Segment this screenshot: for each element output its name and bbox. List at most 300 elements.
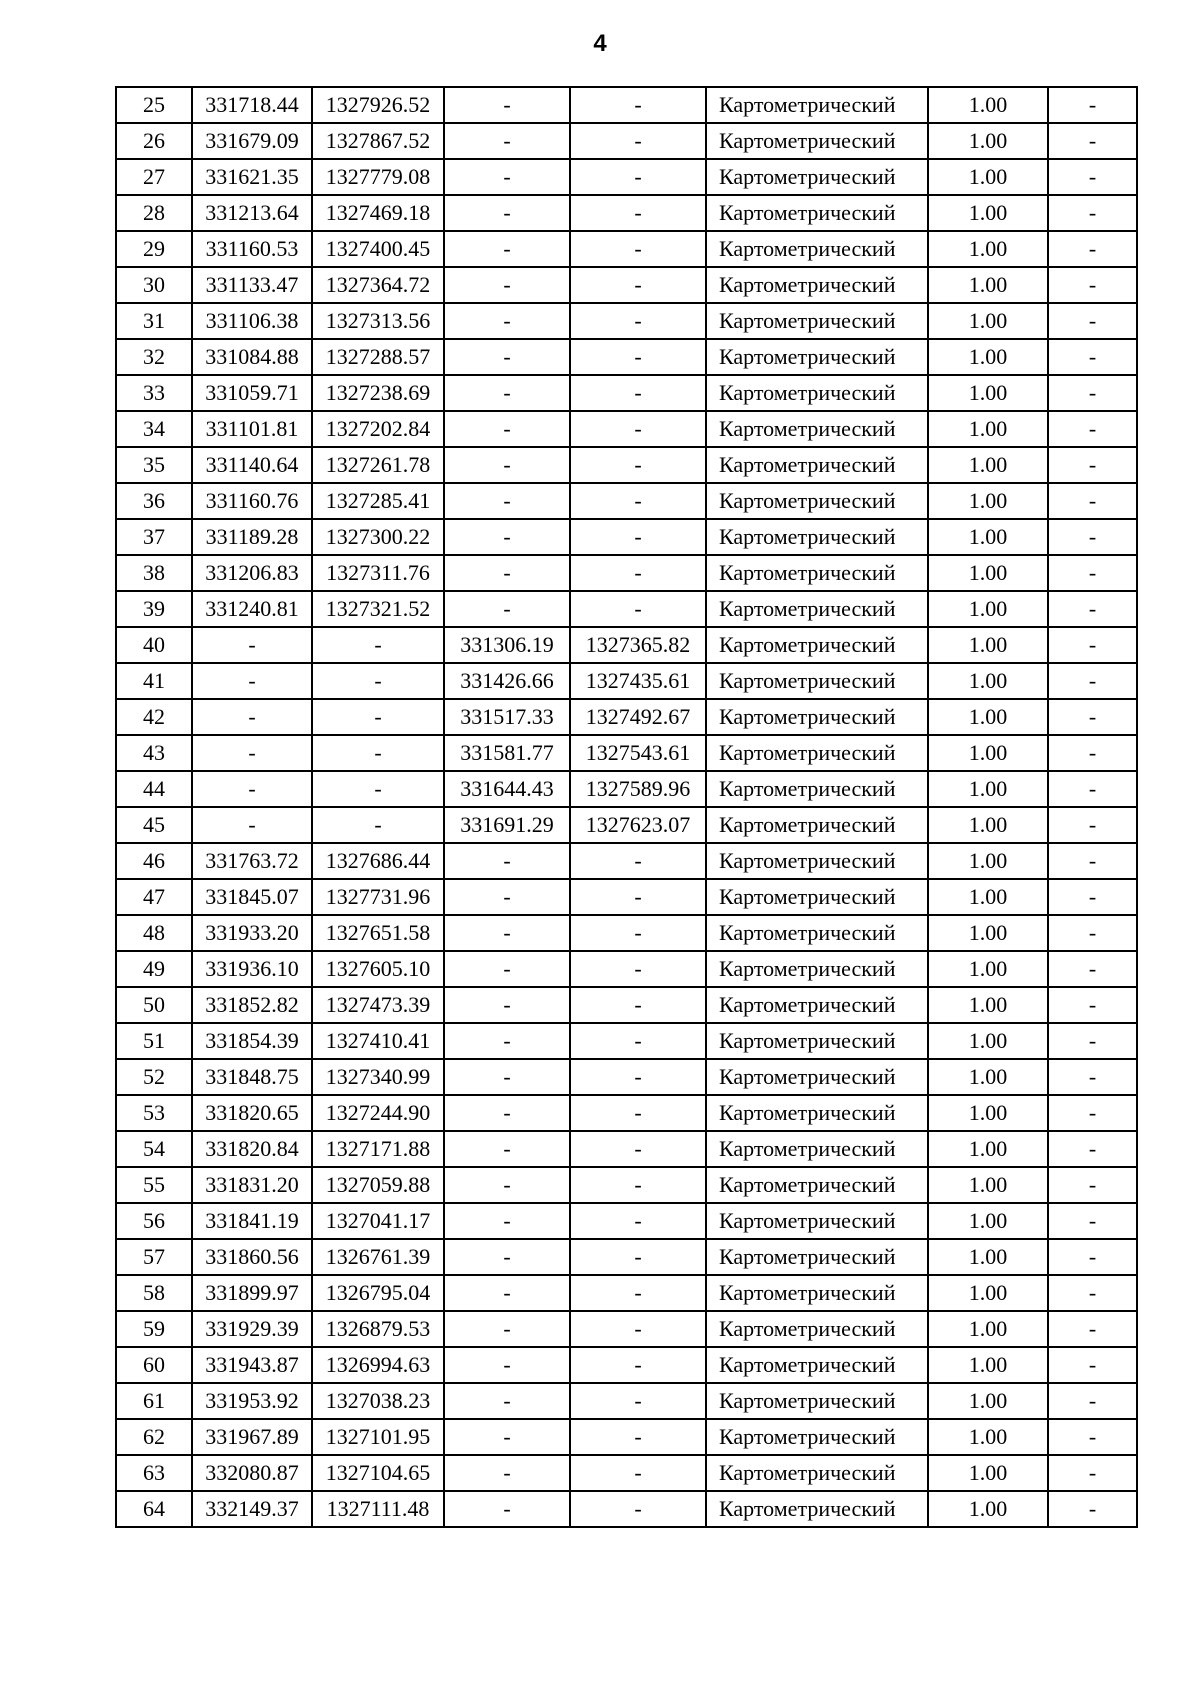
- method-cell: Картометрический: [706, 735, 928, 771]
- new-y-cell: -: [570, 1419, 706, 1455]
- existing-x-cell: 331936.10: [192, 951, 312, 987]
- existing-x-cell: 331763.72: [192, 843, 312, 879]
- point-number-cell: 47: [116, 879, 192, 915]
- table-row: [116, 915, 1137, 951]
- table-row: [116, 807, 1137, 843]
- new-x-cell: -: [444, 951, 570, 987]
- method-cell: Картометрический: [706, 1275, 928, 1311]
- new-x-cell: -: [444, 879, 570, 915]
- existing-x-cell: -: [192, 807, 312, 843]
- point-number-cell: 54: [116, 1131, 192, 1167]
- accuracy-cell: 1.00: [928, 303, 1048, 339]
- new-x-cell: -: [444, 555, 570, 591]
- description-cell: -: [1048, 1311, 1137, 1347]
- description-cell: -: [1048, 699, 1137, 735]
- new-x-cell: -: [444, 1311, 570, 1347]
- description-cell: -: [1048, 1419, 1137, 1455]
- existing-x-cell: 332149.37: [192, 1491, 312, 1527]
- accuracy-cell: 1.00: [928, 771, 1048, 807]
- table-row: [116, 1167, 1137, 1203]
- method-cell: Картометрический: [706, 1023, 928, 1059]
- accuracy-cell: 1.00: [928, 699, 1048, 735]
- description-cell: -: [1048, 807, 1137, 843]
- existing-y-cell: -: [312, 771, 444, 807]
- accuracy-cell: 1.00: [928, 1275, 1048, 1311]
- point-number-cell: 52: [116, 1059, 192, 1095]
- new-x-cell: -: [444, 1491, 570, 1527]
- accuracy-cell: 1.00: [928, 1419, 1048, 1455]
- existing-x-cell: 331213.64: [192, 195, 312, 231]
- table-row: [116, 843, 1137, 879]
- method-cell: Картометрический: [706, 267, 928, 303]
- existing-y-cell: 1327926.52: [312, 87, 444, 123]
- existing-y-cell: -: [312, 627, 444, 663]
- table-row: [116, 303, 1137, 339]
- description-cell: -: [1048, 1203, 1137, 1239]
- new-x-cell: -: [444, 231, 570, 267]
- existing-x-cell: 331679.09: [192, 123, 312, 159]
- point-number-cell: 39: [116, 591, 192, 627]
- description-cell: -: [1048, 519, 1137, 555]
- existing-x-cell: 331059.71: [192, 375, 312, 411]
- existing-x-cell: 331101.81: [192, 411, 312, 447]
- new-y-cell: -: [570, 411, 706, 447]
- description-cell: -: [1048, 1131, 1137, 1167]
- description-cell: -: [1048, 1455, 1137, 1491]
- description-cell: -: [1048, 1275, 1137, 1311]
- point-number-cell: 49: [116, 951, 192, 987]
- new-x-cell: -: [444, 987, 570, 1023]
- existing-y-cell: 1327469.18: [312, 195, 444, 231]
- method-cell: Картометрический: [706, 375, 928, 411]
- table-row: [116, 1131, 1137, 1167]
- existing-y-cell: -: [312, 807, 444, 843]
- accuracy-cell: 1.00: [928, 267, 1048, 303]
- description-cell: -: [1048, 1383, 1137, 1419]
- accuracy-cell: 1.00: [928, 447, 1048, 483]
- existing-y-cell: 1327244.90: [312, 1095, 444, 1131]
- existing-x-cell: 331852.82: [192, 987, 312, 1023]
- existing-x-cell: -: [192, 699, 312, 735]
- description-cell: -: [1048, 843, 1137, 879]
- method-cell: Картометрический: [706, 1347, 928, 1383]
- table-row: [116, 267, 1137, 303]
- existing-y-cell: 1327300.22: [312, 519, 444, 555]
- point-number-cell: 61: [116, 1383, 192, 1419]
- existing-x-cell: 331854.39: [192, 1023, 312, 1059]
- accuracy-cell: 1.00: [928, 519, 1048, 555]
- point-number-cell: 36: [116, 483, 192, 519]
- point-number-cell: 64: [116, 1491, 192, 1527]
- new-x-cell: -: [444, 339, 570, 375]
- method-cell: Картометрический: [706, 951, 928, 987]
- accuracy-cell: 1.00: [928, 123, 1048, 159]
- description-cell: -: [1048, 951, 1137, 987]
- method-cell: Картометрический: [706, 519, 928, 555]
- existing-x-cell: 331621.35: [192, 159, 312, 195]
- accuracy-cell: 1.00: [928, 1131, 1048, 1167]
- existing-x-cell: 331967.89: [192, 1419, 312, 1455]
- point-number-cell: 25: [116, 87, 192, 123]
- accuracy-cell: 1.00: [928, 411, 1048, 447]
- new-y-cell: 1327435.61: [570, 663, 706, 699]
- new-x-cell: 331426.66: [444, 663, 570, 699]
- description-cell: -: [1048, 1167, 1137, 1203]
- new-y-cell: -: [570, 483, 706, 519]
- existing-y-cell: 1326994.63: [312, 1347, 444, 1383]
- accuracy-cell: 1.00: [928, 483, 1048, 519]
- existing-y-cell: 1327261.78: [312, 447, 444, 483]
- method-cell: Картометрический: [706, 483, 928, 519]
- new-x-cell: -: [444, 1023, 570, 1059]
- point-number-cell: 46: [116, 843, 192, 879]
- existing-y-cell: 1326795.04: [312, 1275, 444, 1311]
- point-number-cell: 42: [116, 699, 192, 735]
- description-cell: -: [1048, 303, 1137, 339]
- table-row: [116, 663, 1137, 699]
- point-number-cell: 51: [116, 1023, 192, 1059]
- existing-y-cell: 1327285.41: [312, 483, 444, 519]
- accuracy-cell: 1.00: [928, 1239, 1048, 1275]
- table-row: [116, 519, 1137, 555]
- point-number-cell: 58: [116, 1275, 192, 1311]
- existing-x-cell: 331206.83: [192, 555, 312, 591]
- new-y-cell: -: [570, 843, 706, 879]
- description-cell: -: [1048, 555, 1137, 591]
- method-cell: Картометрический: [706, 1059, 928, 1095]
- description-cell: -: [1048, 123, 1137, 159]
- table-row: [116, 591, 1137, 627]
- existing-y-cell: 1327313.56: [312, 303, 444, 339]
- new-x-cell: -: [444, 1059, 570, 1095]
- point-number-cell: 40: [116, 627, 192, 663]
- new-x-cell: -: [444, 159, 570, 195]
- point-number-cell: 48: [116, 915, 192, 951]
- new-y-cell: 1327365.82: [570, 627, 706, 663]
- existing-x-cell: 331953.92: [192, 1383, 312, 1419]
- existing-x-cell: -: [192, 627, 312, 663]
- new-x-cell: -: [444, 447, 570, 483]
- new-x-cell: 331691.29: [444, 807, 570, 843]
- method-cell: Картометрический: [706, 303, 928, 339]
- new-x-cell: -: [444, 1167, 570, 1203]
- new-y-cell: -: [570, 1275, 706, 1311]
- existing-x-cell: 331929.39: [192, 1311, 312, 1347]
- new-y-cell: -: [570, 1383, 706, 1419]
- method-cell: Картометрический: [706, 123, 928, 159]
- new-x-cell: -: [444, 1383, 570, 1419]
- existing-y-cell: 1327867.52: [312, 123, 444, 159]
- new-y-cell: -: [570, 1167, 706, 1203]
- existing-y-cell: 1327101.95: [312, 1419, 444, 1455]
- table-row: [116, 1311, 1137, 1347]
- table-row: [116, 1491, 1137, 1527]
- accuracy-cell: 1.00: [928, 375, 1048, 411]
- description-cell: -: [1048, 411, 1137, 447]
- new-y-cell: 1327543.61: [570, 735, 706, 771]
- point-number-cell: 55: [116, 1167, 192, 1203]
- table-row: [116, 735, 1137, 771]
- new-y-cell: -: [570, 195, 706, 231]
- new-x-cell: -: [444, 1239, 570, 1275]
- accuracy-cell: 1.00: [928, 591, 1048, 627]
- table-body: [116, 87, 1137, 1527]
- method-cell: Картометрический: [706, 1095, 928, 1131]
- table-row: [116, 339, 1137, 375]
- accuracy-cell: 1.00: [928, 735, 1048, 771]
- method-cell: Картометрический: [706, 771, 928, 807]
- new-y-cell: -: [570, 1491, 706, 1527]
- method-cell: Картометрический: [706, 1203, 928, 1239]
- accuracy-cell: 1.00: [928, 1203, 1048, 1239]
- accuracy-cell: 1.00: [928, 87, 1048, 123]
- new-y-cell: 1327492.67: [570, 699, 706, 735]
- point-number-cell: 32: [116, 339, 192, 375]
- new-x-cell: -: [444, 1455, 570, 1491]
- point-number-cell: 53: [116, 1095, 192, 1131]
- description-cell: -: [1048, 915, 1137, 951]
- new-x-cell: -: [444, 591, 570, 627]
- existing-y-cell: 1327779.08: [312, 159, 444, 195]
- description-cell: -: [1048, 1239, 1137, 1275]
- new-x-cell: -: [444, 1203, 570, 1239]
- method-cell: Картометрический: [706, 699, 928, 735]
- table-row: [116, 231, 1137, 267]
- description-cell: -: [1048, 1491, 1137, 1527]
- new-x-cell: -: [444, 843, 570, 879]
- existing-x-cell: 331160.53: [192, 231, 312, 267]
- new-y-cell: -: [570, 1095, 706, 1131]
- method-cell: Картометрический: [706, 843, 928, 879]
- new-y-cell: -: [570, 591, 706, 627]
- existing-x-cell: 331899.97: [192, 1275, 312, 1311]
- new-x-cell: -: [444, 123, 570, 159]
- new-x-cell: 331306.19: [444, 627, 570, 663]
- point-number-cell: 38: [116, 555, 192, 591]
- table-row: [116, 951, 1137, 987]
- method-cell: Картометрический: [706, 627, 928, 663]
- accuracy-cell: 1.00: [928, 627, 1048, 663]
- new-x-cell: 331644.43: [444, 771, 570, 807]
- table-row: [116, 1059, 1137, 1095]
- table-row: [116, 1023, 1137, 1059]
- point-number-cell: 33: [116, 375, 192, 411]
- existing-y-cell: 1326761.39: [312, 1239, 444, 1275]
- existing-x-cell: 331845.07: [192, 879, 312, 915]
- page-number: 4: [593, 30, 607, 57]
- description-cell: -: [1048, 195, 1137, 231]
- new-y-cell: -: [570, 1023, 706, 1059]
- new-y-cell: -: [570, 987, 706, 1023]
- new-y-cell: -: [570, 339, 706, 375]
- new-x-cell: -: [444, 411, 570, 447]
- method-cell: Картометрический: [706, 411, 928, 447]
- new-y-cell: -: [570, 1347, 706, 1383]
- description-cell: -: [1048, 1095, 1137, 1131]
- point-number-cell: 57: [116, 1239, 192, 1275]
- point-number-cell: 34: [116, 411, 192, 447]
- existing-y-cell: 1327321.52: [312, 591, 444, 627]
- description-cell: -: [1048, 591, 1137, 627]
- description-cell: -: [1048, 1023, 1137, 1059]
- accuracy-cell: 1.00: [928, 663, 1048, 699]
- table-row: [116, 87, 1137, 123]
- existing-x-cell: 331860.56: [192, 1239, 312, 1275]
- method-cell: Картометрический: [706, 663, 928, 699]
- table-row: [116, 879, 1137, 915]
- existing-y-cell: -: [312, 663, 444, 699]
- new-x-cell: -: [444, 195, 570, 231]
- new-y-cell: -: [570, 267, 706, 303]
- existing-x-cell: 331133.47: [192, 267, 312, 303]
- accuracy-cell: 1.00: [928, 843, 1048, 879]
- existing-y-cell: 1327731.96: [312, 879, 444, 915]
- point-number-cell: 45: [116, 807, 192, 843]
- existing-y-cell: 1327473.39: [312, 987, 444, 1023]
- description-cell: -: [1048, 483, 1137, 519]
- accuracy-cell: 1.00: [928, 915, 1048, 951]
- new-y-cell: -: [570, 159, 706, 195]
- point-number-cell: 26: [116, 123, 192, 159]
- description-cell: -: [1048, 735, 1137, 771]
- table-row: [116, 483, 1137, 519]
- method-cell: Картометрический: [706, 915, 928, 951]
- existing-y-cell: 1327311.76: [312, 555, 444, 591]
- new-y-cell: -: [570, 555, 706, 591]
- existing-x-cell: 331841.19: [192, 1203, 312, 1239]
- description-cell: -: [1048, 879, 1137, 915]
- method-cell: Картометрический: [706, 987, 928, 1023]
- table-row: [116, 555, 1137, 591]
- new-y-cell: -: [570, 519, 706, 555]
- existing-x-cell: 331820.65: [192, 1095, 312, 1131]
- method-cell: Картометрический: [706, 1167, 928, 1203]
- existing-y-cell: 1327202.84: [312, 411, 444, 447]
- point-number-cell: 28: [116, 195, 192, 231]
- description-cell: -: [1048, 1059, 1137, 1095]
- description-cell: -: [1048, 231, 1137, 267]
- method-cell: Картометрический: [706, 87, 928, 123]
- method-cell: Картометрический: [706, 1311, 928, 1347]
- existing-y-cell: 1327238.69: [312, 375, 444, 411]
- new-x-cell: -: [444, 375, 570, 411]
- method-cell: Картометрический: [706, 1455, 928, 1491]
- table-row: [116, 159, 1137, 195]
- existing-x-cell: 331240.81: [192, 591, 312, 627]
- new-y-cell: -: [570, 951, 706, 987]
- existing-y-cell: 1326879.53: [312, 1311, 444, 1347]
- accuracy-cell: 1.00: [928, 1059, 1048, 1095]
- point-number-cell: 63: [116, 1455, 192, 1491]
- accuracy-cell: 1.00: [928, 879, 1048, 915]
- point-number-cell: 41: [116, 663, 192, 699]
- point-number-cell: 27: [116, 159, 192, 195]
- description-cell: -: [1048, 375, 1137, 411]
- new-x-cell: -: [444, 1419, 570, 1455]
- existing-y-cell: 1327038.23: [312, 1383, 444, 1419]
- existing-y-cell: 1327111.48: [312, 1491, 444, 1527]
- new-y-cell: -: [570, 231, 706, 267]
- existing-x-cell: 331140.64: [192, 447, 312, 483]
- existing-y-cell: 1327104.65: [312, 1455, 444, 1491]
- accuracy-cell: 1.00: [928, 159, 1048, 195]
- description-cell: -: [1048, 339, 1137, 375]
- accuracy-cell: 1.00: [928, 231, 1048, 267]
- method-cell: Картометрический: [706, 879, 928, 915]
- accuracy-cell: 1.00: [928, 807, 1048, 843]
- method-cell: Картометрический: [706, 1419, 928, 1455]
- method-cell: Картометрический: [706, 159, 928, 195]
- description-cell: -: [1048, 267, 1137, 303]
- new-y-cell: -: [570, 915, 706, 951]
- existing-y-cell: 1327410.41: [312, 1023, 444, 1059]
- method-cell: Картометрический: [706, 1131, 928, 1167]
- method-cell: Картометрический: [706, 807, 928, 843]
- new-x-cell: -: [444, 267, 570, 303]
- existing-y-cell: 1327686.44: [312, 843, 444, 879]
- accuracy-cell: 1.00: [928, 1095, 1048, 1131]
- description-cell: -: [1048, 87, 1137, 123]
- existing-x-cell: 331106.38: [192, 303, 312, 339]
- point-number-cell: 59: [116, 1311, 192, 1347]
- existing-x-cell: 331848.75: [192, 1059, 312, 1095]
- new-x-cell: -: [444, 303, 570, 339]
- existing-x-cell: 331084.88: [192, 339, 312, 375]
- new-x-cell: -: [444, 1275, 570, 1311]
- existing-x-cell: 331933.20: [192, 915, 312, 951]
- new-y-cell: -: [570, 1455, 706, 1491]
- method-cell: Картометрический: [706, 447, 928, 483]
- new-y-cell: -: [570, 447, 706, 483]
- new-y-cell: -: [570, 375, 706, 411]
- point-number-cell: 35: [116, 447, 192, 483]
- table-row: [116, 411, 1137, 447]
- existing-x-cell: -: [192, 771, 312, 807]
- existing-x-cell: 331189.28: [192, 519, 312, 555]
- description-cell: -: [1048, 159, 1137, 195]
- accuracy-cell: 1.00: [928, 951, 1048, 987]
- existing-x-cell: 331943.87: [192, 1347, 312, 1383]
- existing-x-cell: 331160.76: [192, 483, 312, 519]
- new-x-cell: -: [444, 915, 570, 951]
- existing-x-cell: 331820.84: [192, 1131, 312, 1167]
- existing-x-cell: 331831.20: [192, 1167, 312, 1203]
- accuracy-cell: 1.00: [928, 1491, 1048, 1527]
- description-cell: -: [1048, 1347, 1137, 1383]
- existing-y-cell: 1327605.10: [312, 951, 444, 987]
- table-row: [116, 1419, 1137, 1455]
- point-number-cell: 62: [116, 1419, 192, 1455]
- point-number-cell: 56: [116, 1203, 192, 1239]
- accuracy-cell: 1.00: [928, 987, 1048, 1023]
- accuracy-cell: 1.00: [928, 1383, 1048, 1419]
- existing-y-cell: 1327059.88: [312, 1167, 444, 1203]
- new-y-cell: -: [570, 303, 706, 339]
- accuracy-cell: 1.00: [928, 1347, 1048, 1383]
- new-y-cell: -: [570, 1239, 706, 1275]
- new-y-cell: 1327623.07: [570, 807, 706, 843]
- table-row: [116, 1239, 1137, 1275]
- new-y-cell: -: [570, 1059, 706, 1095]
- existing-y-cell: 1327171.88: [312, 1131, 444, 1167]
- point-number-cell: 29: [116, 231, 192, 267]
- existing-y-cell: 1327364.72: [312, 267, 444, 303]
- existing-x-cell: -: [192, 735, 312, 771]
- description-cell: -: [1048, 627, 1137, 663]
- method-cell: Картометрический: [706, 1491, 928, 1527]
- accuracy-cell: 1.00: [928, 1167, 1048, 1203]
- point-number-cell: 44: [116, 771, 192, 807]
